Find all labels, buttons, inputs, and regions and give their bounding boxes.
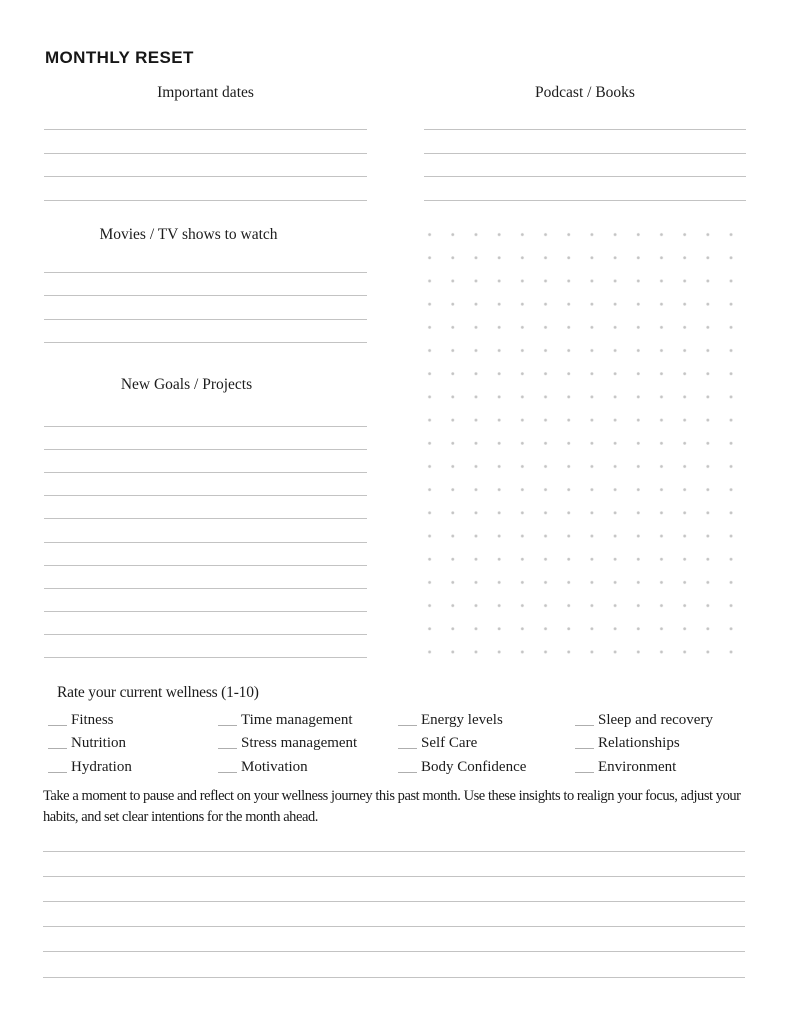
page-title: MONTHLY RESET (45, 48, 194, 67)
heading-new-goals: New Goals / Projects (120, 376, 253, 393)
ruled-line (44, 153, 367, 154)
wellness-item (48, 735, 126, 752)
wellness-item-label: Time management (241, 712, 353, 728)
rating-blank-line (575, 748, 594, 749)
rating-blank-line (218, 748, 237, 749)
ruled-line (44, 611, 367, 612)
rating-blank-line (218, 725, 237, 726)
ruled-line (44, 342, 367, 343)
wellness-item (398, 735, 477, 752)
ruled-line (44, 176, 367, 177)
ruled-line (44, 295, 367, 296)
ruled-line (424, 200, 746, 201)
heading-movies-tv: Movies / TV shows to watch (99, 226, 278, 243)
ruled-line (44, 129, 367, 130)
reflection-paragraph: Take a moment to pause and reflect on your wellness journey this past month. Use these insights to realign your focus, adjust your habits, and set clear intentions for the month ahead. (43, 788, 741, 825)
ruled-line (424, 153, 746, 154)
ruled-line (43, 876, 745, 877)
ruled-line (44, 449, 367, 450)
wellness-item (48, 712, 114, 729)
rating-blank-line (575, 772, 594, 773)
heading-podcast-books: Podcast / Books (535, 84, 635, 101)
wellness-item-label: Sleep and recovery (598, 712, 713, 728)
wellness-item (218, 759, 308, 776)
ruled-line (44, 518, 367, 519)
wellness-item-label: Body Confidence (421, 758, 527, 775)
rating-blank-line (398, 772, 417, 773)
new-goals-lines (44, 426, 367, 658)
wellness-item (398, 712, 503, 729)
wellness-item-label: Motivation (241, 758, 308, 775)
rating-blank-line (48, 725, 67, 726)
ruled-line (44, 495, 367, 496)
ruled-line (44, 634, 367, 635)
ruled-line (43, 951, 745, 952)
wellness-item (575, 759, 676, 776)
rating-blank-line (575, 725, 594, 726)
wellness-item (575, 712, 713, 729)
rating-blank-line (218, 772, 237, 773)
ruled-line (44, 472, 367, 473)
reflection-lines (43, 851, 745, 978)
ruled-line (43, 901, 745, 902)
rating-blank-line (398, 748, 417, 749)
wellness-item-label: Self Care (421, 735, 478, 752)
wellness-item-label: Nutrition (71, 735, 126, 752)
wellness-rating-heading: Rate your current wellness (1-10) (57, 684, 259, 701)
wellness-item-label: Environment (598, 758, 677, 775)
ruled-line (44, 565, 367, 566)
ruled-line (44, 588, 367, 589)
ruled-line (43, 926, 745, 927)
heading-important-dates: Important dates (157, 84, 254, 101)
podcast-books-lines (424, 129, 746, 201)
ruled-line (44, 319, 367, 320)
ruled-line (44, 657, 367, 658)
movies-tv-lines (44, 272, 367, 343)
important-dates-lines (44, 129, 367, 201)
wellness-item (48, 759, 132, 776)
ruled-line (44, 200, 367, 201)
wellness-item (218, 712, 353, 729)
rating-blank-line (48, 748, 67, 749)
wellness-item (218, 735, 357, 752)
ruled-line (44, 542, 367, 543)
wellness-item-label: Energy levels (421, 712, 503, 728)
rating-blank-line (48, 772, 67, 773)
ruled-line (44, 426, 367, 427)
ruled-line (424, 176, 746, 177)
ruled-line (424, 129, 746, 130)
ruled-line (43, 977, 745, 978)
ruled-line (44, 272, 367, 273)
dot-grid (418, 223, 744, 665)
ruled-line (43, 851, 745, 852)
wellness-item-label: Relationships (598, 735, 680, 752)
wellness-item-label: Stress management (241, 735, 358, 752)
rating-blank-line (398, 725, 417, 726)
wellness-item (575, 735, 680, 752)
wellness-item-label: Hydration (71, 758, 132, 775)
wellness-item-label: Fitness (71, 712, 114, 728)
wellness-item (398, 759, 526, 776)
